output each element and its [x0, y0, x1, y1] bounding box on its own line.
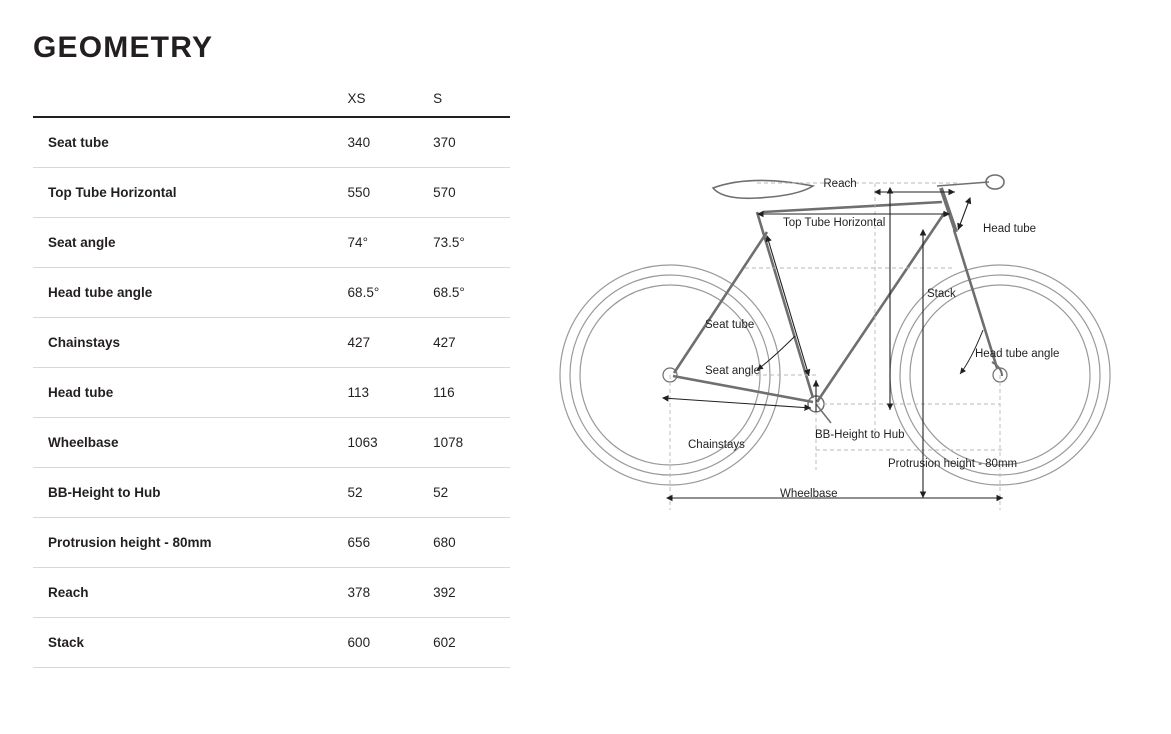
row-value-xs: 340 [348, 117, 434, 168]
label-reach: Reach [823, 178, 857, 190]
row-value-s: 392 [433, 568, 510, 618]
row-label: Stack [33, 618, 348, 668]
label-protrusion-height: Protrusion height - 80mm [888, 458, 1018, 470]
table-row [33, 368, 510, 418]
row-value-xs: 656 [348, 518, 434, 568]
row-label: BB-Height to Hub [33, 468, 348, 518]
label-head-tube: Head tube [983, 223, 1037, 235]
label-seat-angle: Seat angle [705, 365, 760, 377]
table-row [33, 168, 510, 218]
column-header-xs: XS [348, 85, 434, 117]
table-header [33, 85, 510, 117]
row-value-s: 427 [433, 318, 510, 368]
column-header-measure [33, 85, 348, 117]
row-label: Protrusion height - 80mm [33, 518, 348, 568]
table-row [33, 117, 510, 168]
row-value-s: 370 [433, 117, 510, 168]
row-label: Head tube angle [33, 268, 348, 318]
table-row [33, 568, 510, 618]
row-label: Seat angle [33, 218, 348, 268]
row-value-xs: 74° [348, 218, 434, 268]
row-value-s: 570 [433, 168, 510, 218]
table-row [33, 418, 510, 468]
row-value-xs: 52 [348, 468, 434, 518]
row-label: Top Tube Horizontal [33, 168, 348, 218]
label-bb-height-to-hub: BB-Height to Hub [815, 429, 905, 441]
label-seat-tube: Seat tube [705, 319, 755, 331]
row-label: Seat tube [33, 117, 348, 168]
table-body [33, 117, 510, 668]
row-label: Reach [33, 568, 348, 618]
table-row [33, 318, 510, 368]
row-value-s: 68.5° [433, 268, 510, 318]
table-row [33, 468, 510, 518]
row-value-s: 73.5° [433, 218, 510, 268]
label-wheelbase: Wheelbase [780, 488, 838, 500]
geometry-table [33, 85, 510, 668]
label-head-tube-angle: Head tube angle [975, 348, 1060, 360]
row-label: Chainstays [33, 318, 348, 368]
row-value-s: 116 [433, 368, 510, 418]
table-row [33, 618, 510, 668]
row-value-xs: 550 [348, 168, 434, 218]
page-title: GEOMETRY [33, 31, 214, 64]
saddle-icon [713, 180, 813, 198]
row-value-xs: 600 [348, 618, 434, 668]
label-chainstays: Chainstays [688, 439, 745, 451]
bike-geometry-diagram [545, 140, 1155, 540]
table-row [33, 518, 510, 568]
table-row [33, 268, 510, 318]
table-row [33, 218, 510, 268]
row-value-xs: 113 [348, 368, 434, 418]
row-label: Head tube [33, 368, 348, 418]
row-value-s: 680 [433, 518, 510, 568]
row-value-s: 52 [433, 468, 510, 518]
column-header-s: S [433, 85, 510, 117]
row-value-xs: 378 [348, 568, 434, 618]
row-value-xs: 1063 [348, 418, 434, 468]
row-value-xs: 427 [348, 318, 434, 368]
label-stack: Stack [927, 288, 956, 300]
row-value-xs: 68.5° [348, 268, 434, 318]
row-value-s: 1078 [433, 418, 510, 468]
label-top-tube-horizontal: Top Tube Horizontal [783, 217, 886, 229]
row-value-s: 602 [433, 618, 510, 668]
handlebar-icon [937, 175, 1004, 189]
row-label: Wheelbase [33, 418, 348, 468]
table-header-row [33, 85, 510, 117]
